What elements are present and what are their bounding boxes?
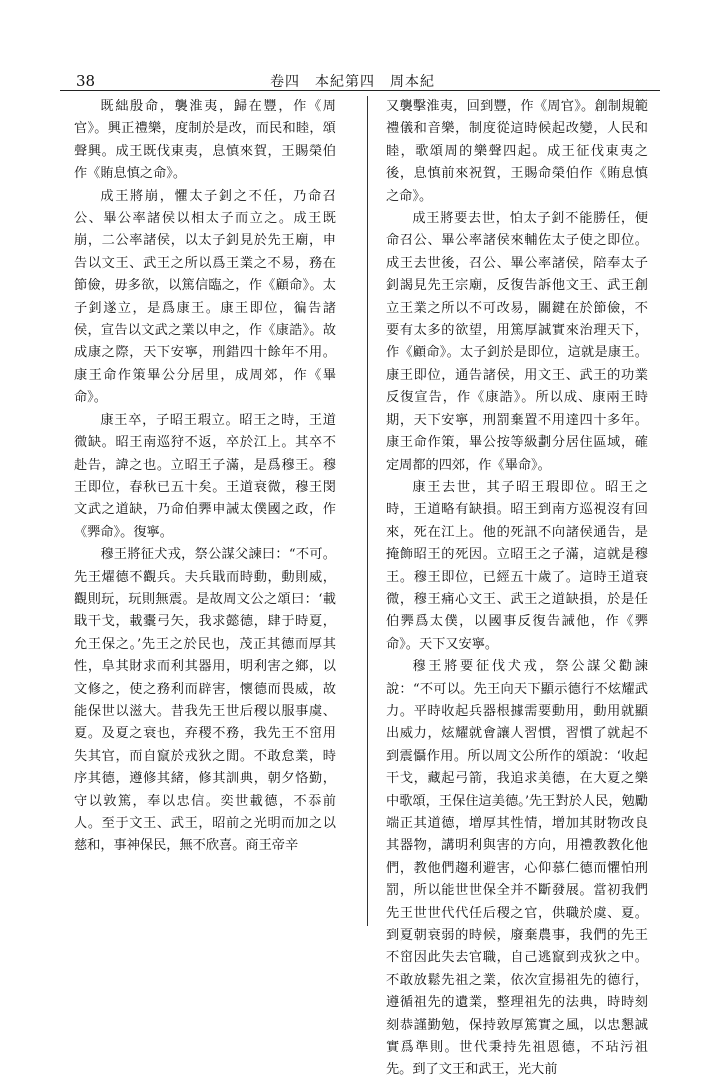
classical-paragraph: 康王卒，子昭王瑕立。昭王之時，王道微缺。昭王南巡狩不返，卒於江上。其卒不赴告，諱之也。立昭王子滿，是爲穆王。穆王即位，春秋已五十矣。王道衰微，穆王閔文武之道缺，乃命伯臩申誡太僕國之政，作《臩命》。復寧。: [74, 412, 336, 540]
classical-text-column: [74, 96, 336, 858]
book-page: [60, 60, 660, 1078]
running-title: 卷四 本紀第四 周本紀: [270, 74, 435, 90]
classical-paragraph: 穆王將征犬戎，祭公謀父諫曰：“不可。先王燿德不觀兵。夫兵戢而時動，動則威，觀則玩，玩則無震。是故周文公之頌曰：‘載戢干戈，載櫜弓矢，我求懿德，肆于時夏，允王保之。’先王之於民也，茂正其德而厚其性，阜其財求而利其器用，明利害之鄉，以文修之，使之務利而辟害，懷德而畏威，故能保世以滋大。昔我先王世后稷以服事虞、夏。及夏之衰也，弃稷不務，我先王不窋用失其官，而自竄於戎狄之閒。不敢怠業，時序其德，遵修其緒，修其訓典，朝夕恪勤，守以敦篤，奉以忠信。奕世載德，不忝前人。至于文王、武王，昭前之光明而加之以慈和，事神保民，無不欣喜。商王帝辛: [74, 547, 336, 854]
translation-paragraph: 穆王將要征伐犬戎，祭公謀父勸諫說：“不可以。先王向天下顯示德行不炫耀武力。平時收起兵器根據需要動用，動用就顯出威力，炫耀就會讓人習慣，習慣了就起不到震懾作用。所以周文公所作的頌說：‘收起干戈，藏起弓箭，我追求美德，在大夏之樂中歌頌，王保住這美德。’先王對於人民，勉勵端正其道德，增厚其性情，增加其財物改良其器物，講明利與害的方向，用禮教教化他們，教他們趨利避害，心仰慕仁德而懼怕刑罰，所以能世世保全并不斷發展。當初我們先王世世代代任后稷之官，供職於虞、夏。到夏朝衰弱的時候，廢棄農事，我們的先王不窋因此失去官職，自己逃竄到戎狄之中。不敢放鬆先祖之業，依次宣揚祖先的德行，遵循祖先的遺業，整理祖先的法典，時時刻刻恭謹勤勉，保持敦厚篤實之風，以忠懇誠實爲準則。世代秉持先祖恩德，不玷污祖先。到了文王和武王，光大前: [386, 659, 648, 1078]
page-header: [60, 68, 660, 92]
classical-paragraph: 成王將崩，懼太子釗之不任，乃命召公、畢公率諸侯以相太子而立之。成王既崩，二公率諸侯，以太子釗見於先王廟，申告以文王、武王之所以爲王業之不易，務在節儉，毋多欲，以篤信臨之，作《顧命》。太子釗遂立，是爲康王。康王即位，徧告諸侯，宣告以文武之業以申之，作《康誥》。故成康之際，天下安寧，刑錯四十餘年不用。康王命作策畢公分居里，成周郊，作《畢命》。: [74, 188, 336, 406]
classical-paragraph: 既絀殷命，襲淮夷，歸在豐，作《周官》。興正禮樂，度制於是改，而民和睦，頌聲興。成王既伐東夷，息慎來賀，王賜榮伯作《賄息慎之命》。: [74, 99, 336, 182]
translation-text-column: [386, 96, 648, 1082]
translation-paragraph: 又襲擊淮夷，回到豐，作《周官》。創制規範禮儀和音樂，制度從這時候起改變，人民和睦，歌頌周的樂聲四起。成王征伐東夷之後，息慎前來祝賀，王賜命榮伯作《賄息慎之命》。: [386, 99, 648, 204]
translation-paragraph: 康王去世，其子昭王瑕即位。昭王之時，王道略有缺損。昭王到南方巡視沒有回來，死在江上。他的死訊不向諸侯通告，是掩飾昭王的死因。立昭王之子滿，這就是穆王。穆王即位，已經五十歲了。這時王道衰微，穆王痛心文王、武王之道缺損，於是任伯臩爲太僕，以國事反復告誡他，作《臩命》。天下又安寧。: [386, 479, 648, 652]
translation-paragraph: 成王將要去世，怕太子釗不能勝任，便命召公、畢公率諸侯來輔佐太子使之即位。成王去世後，召公、畢公率諸侯，陪奉太子釗謁見先王宗廟，反復告訴他文王、武王創立王業之所以不可改易，關鍵在於節儉，不要有太多的欲望，用篤厚誠實來治理天下，作《顧命》。太子釗於是即位，這就是康王。康王即位，通告諸侯，用文王、武王的功業反復宣告，作《康誥》。所以成、康兩王時期，天下安寧，刑罰棄置不用達四十多年。康王命作策，畢公按等級劃分居住區域，確定周都的四郊，作《畢命》。: [386, 211, 648, 473]
page-number: 38: [76, 72, 96, 90]
header-rule: [60, 90, 660, 91]
column-divider: [367, 96, 368, 926]
